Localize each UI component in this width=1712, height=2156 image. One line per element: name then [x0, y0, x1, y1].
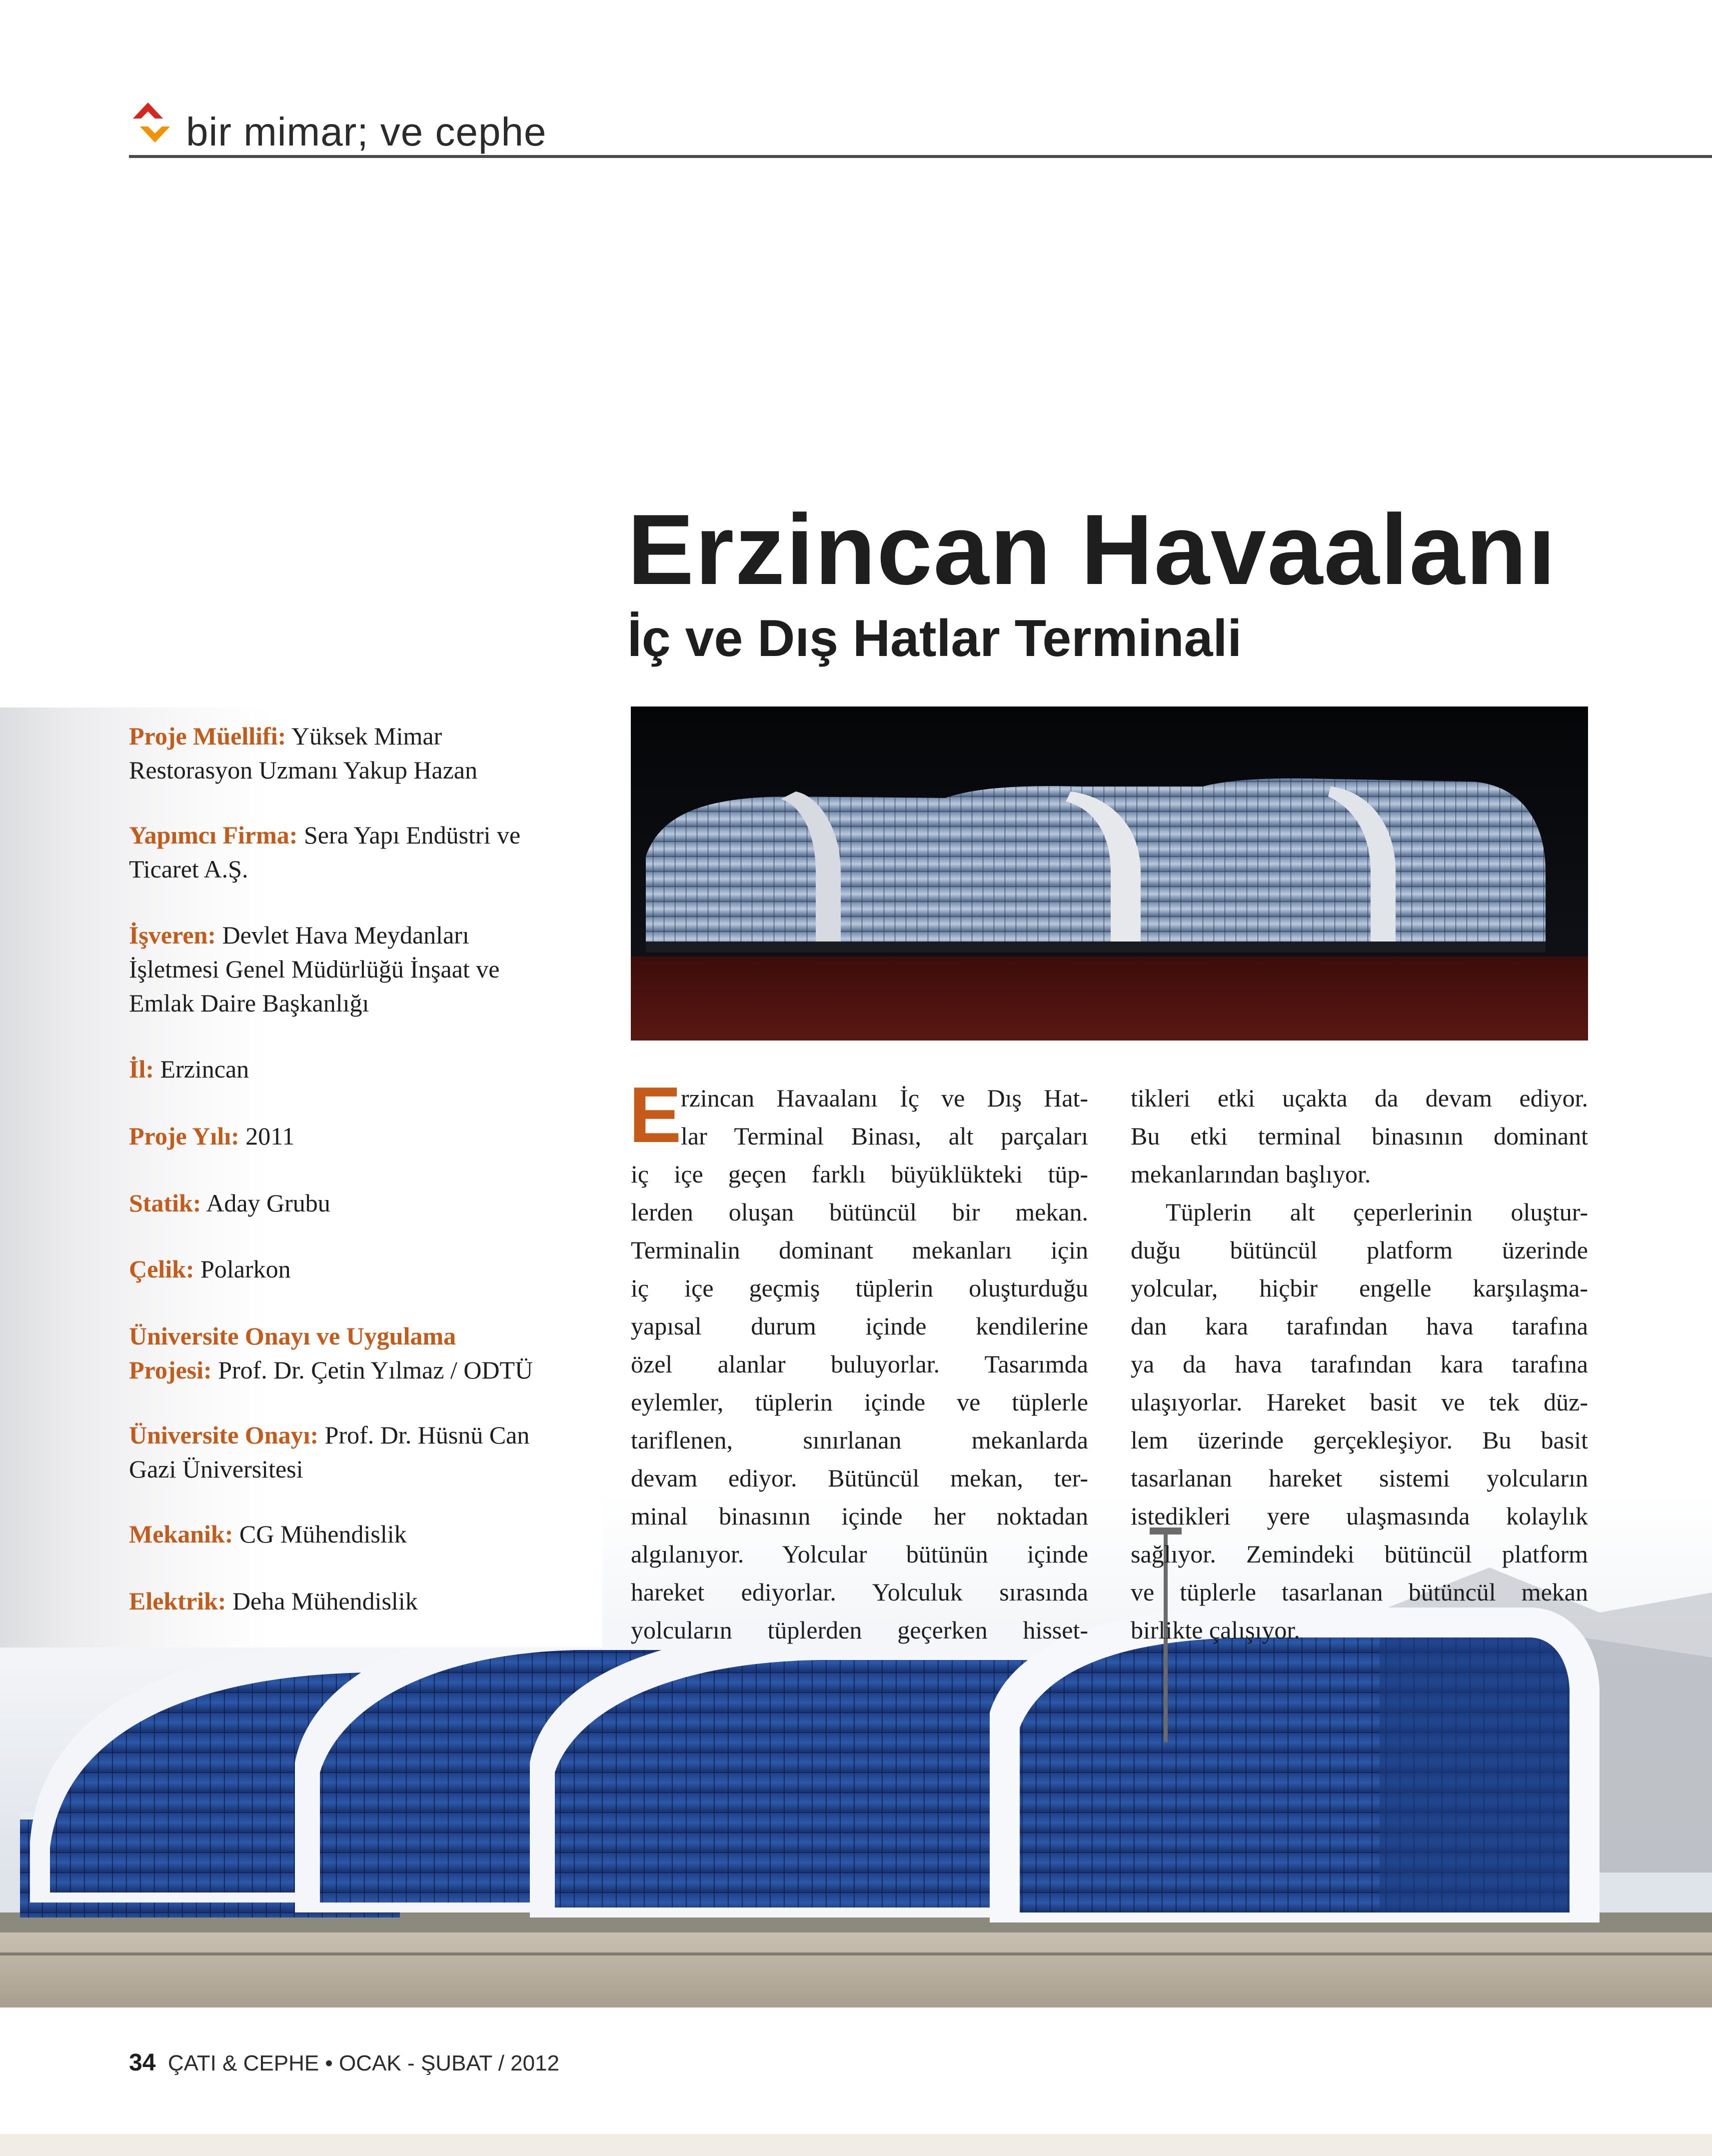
info-value: Yüksek Mimar — [291, 722, 442, 750]
text-line: Terminalin dominant mekanları için — [631, 1236, 1088, 1264]
info-label: Proje Yılı: — [129, 1122, 239, 1150]
info-value: Emlak Daire Başkanlığı — [129, 989, 369, 1017]
info-value: Aday Grubu — [206, 1189, 330, 1217]
info-label: Mekanik: — [129, 1520, 233, 1548]
info-value: İşletmesi Genel Müdürlüğü İnşaat ve — [129, 955, 500, 983]
text-line: tariflenen, sınırlanan mekanlarda — [631, 1426, 1088, 1454]
info-item-mekanik — [129, 1517, 594, 1551]
info-value: Prof. Dr. Çetin Yılmaz / ODTÜ — [218, 1356, 533, 1384]
info-value: Sera Yapı Endüstri ve — [303, 821, 521, 849]
info-item-universite-onayi — [129, 1418, 594, 1486]
text-line: dan kara tarafından hava tarafına — [1131, 1312, 1588, 1340]
section-title: bir mimar; ve cephe — [186, 110, 547, 154]
text-line: yapısal durum içinde kendilerine — [631, 1312, 1088, 1340]
text-line: ya da hava tarafından kara tarafına — [1131, 1350, 1588, 1378]
info-item-yapimci-firma — [129, 818, 594, 886]
text-line: rzincan Havaalanı İç ve Dış Hat- — [681, 1084, 1088, 1112]
text-line: ulaşıyorlar. Hareket basit ve tek düz- — [1131, 1388, 1588, 1416]
info-value: CG Mühendislik — [239, 1520, 407, 1548]
text-line: minal binasının içinde her noktadan — [631, 1502, 1088, 1530]
text-line: tikleri etki uçakta da devam ediyor. — [1131, 1084, 1588, 1112]
article-column-1 — [629, 1071, 1088, 1649]
text-line: Bu etki terminal binasının dominant — [1131, 1122, 1588, 1150]
info-value: Devlet Hava Meydanları — [222, 921, 469, 949]
article-column-2 — [1131, 1079, 1588, 1649]
info-label: İl: — [129, 1055, 154, 1083]
info-item-celik — [129, 1252, 594, 1286]
info-item-il — [129, 1052, 594, 1086]
text-line: özel alanlar buluyorlar. Tasarımda — [631, 1350, 1088, 1378]
text-line: istedikleri yere ulaşmasında kolaylık — [1131, 1502, 1588, 1530]
text-line: ve tüplerle tasarlanan bütüncül mekan — [1131, 1578, 1588, 1606]
text-line: devam ediyor. Bütüncül mekan, ter- — [631, 1464, 1088, 1492]
info-label: Statik: — [129, 1189, 201, 1217]
page-number: 34 — [129, 2050, 156, 2076]
publication-info: ÇATI & CEPHE • OCAK - ŞUBAT / 2012 — [167, 2051, 560, 2076]
text-line: lar Terminal Binası, alt parçaları — [681, 1122, 1088, 1150]
text-line: lerden oluşan bütüncül bir mekan. — [631, 1198, 1088, 1226]
text-line: algılanıyor. Yolcular bütünün içinde — [631, 1540, 1088, 1568]
text-line: tasarlanan hareket sistemi yolcuların — [1131, 1464, 1588, 1492]
info-item-proje-yili — [129, 1119, 594, 1153]
text-line: yolcular, hiçbir engelle karşılaşma- — [1131, 1274, 1588, 1302]
info-label: Elektrik: — [129, 1587, 226, 1615]
info-label: Üniversite Onayı ve Uygulama — [129, 1322, 456, 1350]
text-line: iç içe geçen farklı büyüklükteki tüp- — [631, 1160, 1088, 1188]
article-title: Erzincan Havaalanı — [627, 494, 1557, 606]
info-value: Ticaret A.Ş. — [129, 855, 248, 883]
info-label: Üniversite Onayı: — [129, 1421, 319, 1449]
drop-cap: E — [629, 1071, 682, 1159]
info-item-proje-muellifi — [129, 719, 594, 787]
info-value: 2011 — [245, 1122, 295, 1150]
info-label: Proje Müellifi: — [129, 722, 286, 750]
text-line: hareket ediyorlar. Yolculuk sırasında — [631, 1578, 1088, 1606]
text-line: Tüplerin alt çeperlerinin oluştur- — [1166, 1198, 1588, 1226]
text-line: sağlıyor. Zemindeki bütüncül platform — [1131, 1540, 1588, 1568]
text-line: mekanlarından başlıyor. — [1131, 1160, 1371, 1188]
info-label: Yapımcı Firma: — [129, 821, 298, 849]
article-subtitle: İç ve Dış Hatlar Terminali — [627, 610, 1242, 668]
bottom-strip — [0, 2134, 1712, 2156]
info-item-isveren — [129, 918, 594, 1020]
info-value: Deha Mühendislik — [232, 1587, 418, 1615]
text-line: iç içe geçmiş tüplerin oluşturduğu — [631, 1274, 1088, 1302]
text-line: lem üzerinde gerçekleşiyor. Bu basit — [1131, 1426, 1588, 1454]
diamond-chevron-icon — [129, 98, 179, 152]
terminal-night-photo — [631, 706, 1588, 1040]
info-item-statik — [129, 1186, 594, 1220]
header-rule — [129, 155, 1712, 158]
page-footer — [129, 2049, 559, 2076]
info-label: İşveren: — [129, 921, 216, 949]
info-value: Erzincan — [160, 1055, 249, 1083]
text-line: yolcuların tüplerden geçerken hisset- — [631, 1616, 1088, 1644]
info-item-universite-onayi-uygulama — [129, 1319, 594, 1387]
text-line: birlikte çalışıyor. — [1131, 1616, 1300, 1644]
info-value: Prof. Dr. Hüsnü Can — [324, 1421, 530, 1449]
info-item-elektrik — [129, 1584, 594, 1618]
text-line: eylemler, tüplerin içinde ve tüplerle — [631, 1388, 1088, 1416]
info-label: Projesi: — [129, 1356, 212, 1384]
text-line: duğu bütüncül platform üzerinde — [1131, 1236, 1588, 1264]
info-value: Gazi Üniversitesi — [129, 1455, 303, 1483]
info-label: Çelik: — [129, 1255, 194, 1283]
info-value: Polarkon — [200, 1255, 291, 1283]
info-value: Restorasyon Uzmanı Yakup Hazan — [129, 756, 478, 784]
